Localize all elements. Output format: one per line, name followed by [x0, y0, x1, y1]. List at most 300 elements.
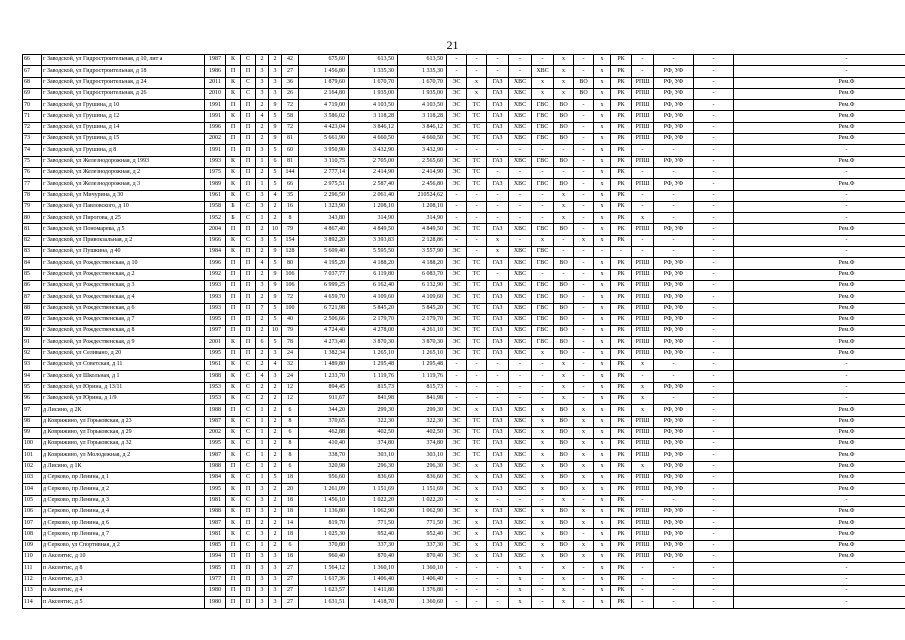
cell-row-number: 71 [23, 111, 42, 122]
cell-chute: х [594, 167, 611, 178]
cell-year-built: 1993 [205, 156, 226, 167]
cell-well: - [574, 585, 594, 596]
cell-chute: х [594, 371, 611, 382]
cell-cold-water: ХВС [509, 111, 532, 122]
cell-repair-shaft: РПШ [632, 427, 654, 438]
cell-chute: х [594, 416, 611, 427]
cell-living-area: 3 432,90 [349, 145, 398, 156]
cell-apartments: 18 [282, 529, 299, 540]
cell-living-area: 296,30 [349, 461, 398, 472]
cell-building-type: С [241, 77, 256, 88]
cell-wall-material: К [226, 156, 241, 167]
cell-year-built: 1987 [205, 518, 226, 529]
cell-wall-material: К [226, 190, 241, 201]
cell-row-number: 110 [23, 552, 42, 563]
cell-facade-repair: РФ, УФ [654, 529, 694, 540]
cell-sections: 1 [256, 405, 269, 416]
cell-total-area: 1 623,57 [299, 585, 349, 596]
cell-hot-water: - [532, 201, 554, 212]
cell-gas: ГАЗ [487, 506, 509, 517]
cell-roof: РК [611, 427, 632, 438]
cell-heating: - [467, 382, 487, 393]
cell-address: г Заводской, ул Мичурина, д 30 [42, 190, 205, 201]
cell-electricity: - [447, 145, 467, 156]
cell-address: д Серково, пр Ленина, д 6 [42, 518, 205, 529]
cell-row-number: 74 [23, 145, 42, 156]
cell-gas: ГАЗ [487, 292, 509, 303]
cell-row-number: 96 [23, 393, 42, 404]
cell-row-number: 82 [23, 235, 42, 246]
cell-floors: 3 [269, 88, 282, 99]
cell-floors: 3 [269, 348, 282, 359]
cell-row-number: 77 [23, 179, 42, 190]
cell-year-built: 1961 [205, 190, 226, 201]
cell-apartments: 26 [282, 88, 299, 99]
cell-well: х [574, 461, 594, 472]
cell-floors: 2 [269, 201, 282, 212]
cell-roof: РК [611, 382, 632, 393]
table-row [23, 201, 905, 212]
cell-sections: 1 [256, 213, 269, 224]
cell-building-type: С [241, 461, 256, 472]
cell-sections: 3 [256, 190, 269, 201]
cell-hot-water: х [532, 484, 554, 495]
cell-living-area: 3 393,83 [349, 235, 398, 246]
cell-repair-shaft: - [632, 597, 654, 608]
cell-apartments: 72 [282, 100, 299, 111]
cell-well: х [574, 450, 594, 461]
cell-living-area: 1 418,70 [349, 597, 398, 608]
cell-living-area: 299,30 [349, 405, 398, 416]
cell-roof: РК [611, 55, 632, 66]
cell-residential-area: 303,10 [398, 450, 447, 461]
cell-gas: - [487, 360, 509, 371]
cell-electricity: ЭС [447, 292, 467, 303]
cell-roof: РК [611, 597, 632, 608]
cell-cold-water: - [509, 213, 532, 224]
table-row [23, 348, 905, 359]
cell-floors: 5 [269, 314, 282, 325]
cell-electricity: ЭС [447, 461, 467, 472]
cell-facade-repair: РФ, УФ [654, 552, 694, 563]
cell-living-area: 337,30 [349, 540, 398, 551]
cell-living-area: 303,10 [349, 450, 398, 461]
cell-year-built: 1952 [205, 213, 226, 224]
cell-year-built: 1987 [205, 416, 226, 427]
cell-cold-water: - [509, 382, 532, 393]
cell-apartments: 16 [282, 201, 299, 212]
cell-hot-water: х [532, 540, 554, 551]
cell-apartments: 154 [282, 235, 299, 246]
cell-row-number: 98 [23, 416, 42, 427]
cell-building-type: С [241, 213, 256, 224]
cell-cold-water: ХВС [509, 427, 532, 438]
cell-residential-area: 870,40 [398, 552, 447, 563]
cell-well: - [574, 167, 594, 178]
cell-col-23: - [694, 427, 734, 438]
cell-row-number: 86 [23, 280, 42, 291]
cell-cold-water: - [509, 235, 532, 246]
cell-repair-shaft: РПШ [632, 518, 654, 529]
cell-apartments: 106 [282, 280, 299, 291]
cell-chute: х [594, 303, 611, 314]
table-row [23, 382, 905, 393]
cell-well: - [574, 280, 594, 291]
cell-facade-repair: РФ, УФ [654, 506, 694, 517]
cell-facade-repair: - [654, 360, 694, 371]
cell-hot-water: ГВС [532, 100, 554, 111]
cell-sections: 3 [256, 201, 269, 212]
cell-wall-material: Б [226, 213, 241, 224]
cell-col-23: - [694, 314, 734, 325]
cell-col-23: - [694, 122, 734, 133]
cell-heating: ТС [467, 258, 487, 269]
cell-building-type: С [241, 235, 256, 246]
cell-col-23: - [694, 77, 734, 88]
cell-notes: Рем.Ф [734, 269, 905, 280]
cell-gas: ГАЗ [487, 427, 509, 438]
cell-facade-repair: РФ, УФ [654, 450, 694, 461]
table-row [23, 337, 905, 348]
cell-residential-area: 3 118,28 [398, 111, 447, 122]
cell-gas: - [487, 167, 509, 178]
cell-repair-shaft: РПШ [632, 122, 654, 133]
cell-facade-repair: - [654, 585, 694, 596]
cell-sections: 2 [256, 382, 269, 393]
table-row [23, 258, 905, 269]
cell-col-23: - [694, 145, 734, 156]
cell-apartments: 6 [282, 405, 299, 416]
cell-electricity: ЭС [447, 258, 467, 269]
cell-hot-water: х [532, 450, 554, 461]
housing-register-table [22, 54, 905, 609]
cell-col-23: - [694, 450, 734, 461]
table-row [23, 450, 905, 461]
cell-heating: х [467, 552, 487, 563]
table-row [23, 145, 905, 156]
cell-electricity: ЭС [447, 247, 467, 258]
cell-gas: ГАЗ [487, 280, 509, 291]
cell-chute: х [594, 585, 611, 596]
cell-living-area: 374,80 [349, 439, 398, 450]
cell-residential-area: 2 456,80 [398, 179, 447, 190]
cell-gas: ГАЗ [487, 552, 509, 563]
cell-residential-area: 1 295,48 [398, 360, 447, 371]
cell-repair-shaft: РПШ [632, 348, 654, 359]
cell-living-area: 5 845,20 [349, 303, 398, 314]
cell-sewerage: ВО [554, 258, 574, 269]
cell-cold-water: - [509, 190, 532, 201]
cell-gas: - [487, 585, 509, 596]
cell-hot-water: ГВС [532, 247, 554, 258]
cell-address: д Лисино, д 2К [42, 405, 205, 416]
cell-well: ВО [574, 88, 594, 99]
cell-wall-material: К [226, 111, 241, 122]
cell-chute: х [594, 190, 611, 201]
cell-chute: х [594, 552, 611, 563]
cell-wall-material: П [226, 269, 241, 280]
cell-sections: 2 [256, 134, 269, 145]
cell-address: г Заводской, ул Пономарева, д 5 [42, 224, 205, 235]
table-row [23, 134, 905, 145]
cell-row-number: 78 [23, 190, 42, 201]
cell-wall-material: П [226, 303, 241, 314]
cell-electricity: - [447, 360, 467, 371]
cell-row-number: 109 [23, 540, 42, 551]
cell-apartments: 27 [282, 66, 299, 77]
cell-gas: - [487, 597, 509, 608]
cell-col-23: - [694, 280, 734, 291]
cell-wall-material: К [226, 360, 241, 371]
cell-chute: х [594, 393, 611, 404]
cell-roof: РК [611, 574, 632, 585]
cell-heating: х [467, 495, 487, 506]
cell-notes: - [734, 393, 905, 404]
cell-repair-shaft: РПШ [632, 258, 654, 269]
cell-living-area: 1 119,76 [349, 371, 398, 382]
cell-wall-material: П [226, 326, 241, 337]
cell-total-area: 1 617,36 [299, 574, 349, 585]
table-row [23, 100, 905, 111]
cell-heating: - [467, 585, 487, 596]
cell-hot-water: - [532, 597, 554, 608]
cell-well: х [574, 427, 594, 438]
cell-living-area: 1 411,80 [349, 585, 398, 596]
cell-sections: 3 [256, 77, 269, 88]
cell-electricity: ЭС [447, 439, 467, 450]
cell-well: х [574, 439, 594, 450]
cell-hot-water: - [532, 167, 554, 178]
cell-total-area: 4 659,70 [299, 292, 349, 303]
cell-notes: - [734, 495, 905, 506]
cell-floors: 5 [269, 111, 282, 122]
cell-floors: 9 [269, 122, 282, 133]
cell-sections: 2 [256, 518, 269, 529]
cell-year-built: 1961 [205, 360, 226, 371]
cell-chute: х [594, 156, 611, 167]
cell-apartments: 18 [282, 552, 299, 563]
cell-hot-water: - [532, 585, 554, 596]
cell-heating: ТС [467, 450, 487, 461]
cell-cold-water: х [509, 574, 532, 585]
cell-electricity: ЭС [447, 484, 467, 495]
cell-address: г Заводской, ул Грушина, д 14 [42, 122, 205, 133]
cell-building-type: П [241, 247, 256, 258]
cell-electricity: - [447, 574, 467, 585]
cell-total-area: 4 273,40 [299, 337, 349, 348]
cell-sewerage: ВО [554, 552, 574, 563]
cell-row-number: 103 [23, 472, 42, 483]
cell-roof: РК [611, 111, 632, 122]
cell-sections: 2 [256, 348, 269, 359]
cell-living-area: 6 162,40 [349, 280, 398, 291]
cell-sewerage: - [554, 145, 574, 156]
cell-year-built: 1953 [205, 382, 226, 393]
cell-well: - [574, 529, 594, 540]
cell-row-number: 108 [23, 529, 42, 540]
cell-floors: 5 [269, 235, 282, 246]
cell-total-area: 3 950,90 [299, 145, 349, 156]
cell-living-area: 3 118,28 [349, 111, 398, 122]
cell-floors: 9 [269, 100, 282, 111]
cell-roof: РК [611, 66, 632, 77]
cell-electricity: ЭС [447, 134, 467, 145]
cell-hot-water: ГВС [532, 280, 554, 291]
cell-hot-water: ГВС [532, 303, 554, 314]
cell-well: - [574, 258, 594, 269]
cell-well: х [574, 506, 594, 517]
cell-roof: РК [611, 337, 632, 348]
cell-repair-shaft: - [632, 201, 654, 212]
cell-sewerage: ВО [554, 224, 574, 235]
cell-repair-shaft: - [632, 235, 654, 246]
cell-living-area: 1 406,40 [349, 574, 398, 585]
cell-total-area: 2 296,50 [299, 190, 349, 201]
cell-chute: х [594, 292, 611, 303]
cell-cold-water: ХВС [509, 484, 532, 495]
cell-sections: 2 [256, 360, 269, 371]
cell-col-23: - [694, 213, 734, 224]
cell-hot-water: ГВС [532, 179, 554, 190]
cell-hot-water: ГВС [532, 156, 554, 167]
table-row [23, 393, 905, 404]
cell-cold-water: ХВС [509, 88, 532, 99]
cell-chute: х [594, 122, 611, 133]
cell-col-23: - [694, 405, 734, 416]
cell-address: д Серково, ул Спортивная, д 2 [42, 540, 205, 551]
cell-notes: Рем.Ф [734, 540, 905, 551]
cell-hot-water: х [532, 472, 554, 483]
cell-hot-water: х [532, 348, 554, 359]
cell-cold-water: ХВС [509, 100, 532, 111]
cell-roof: РК [611, 269, 632, 280]
cell-roof: РК [611, 145, 632, 156]
cell-residential-area: 613,50 [398, 55, 447, 66]
cell-wall-material: П [226, 100, 241, 111]
cell-notes: Рем.Ф [734, 348, 905, 359]
cell-facade-repair: РФ, УФ [654, 405, 694, 416]
cell-floors: 2 [269, 393, 282, 404]
cell-heating: - [467, 393, 487, 404]
cell-residential-area: 3 846,12 [398, 122, 447, 133]
cell-cold-water: ХВС [509, 258, 532, 269]
cell-electricity: - [447, 585, 467, 596]
cell-living-area: 613,50 [349, 55, 398, 66]
cell-notes: - [734, 235, 905, 246]
cell-electricity: ЭС [447, 518, 467, 529]
cell-total-area: 370,80 [299, 540, 349, 551]
cell-notes: - [734, 55, 905, 66]
cell-wall-material: К [226, 77, 241, 88]
cell-heating: ТС [467, 326, 487, 337]
cell-total-area: 1 025,30 [299, 529, 349, 540]
cell-sewerage: ВО [554, 280, 574, 291]
cell-total-area: 1 879,60 [299, 77, 349, 88]
cell-roof: РК [611, 77, 632, 88]
cell-gas: - [487, 190, 509, 201]
table-row [23, 461, 905, 472]
cell-cold-water: ХВС [509, 540, 532, 551]
cell-sections: 1 [256, 450, 269, 461]
cell-heating: х [467, 529, 487, 540]
cell-apartments: 12 [282, 393, 299, 404]
cell-repair-shaft: х [632, 360, 654, 371]
cell-sewerage: ВО [554, 461, 574, 472]
cell-apartments: 100 [282, 303, 299, 314]
cell-gas: ГАЗ [487, 472, 509, 483]
cell-sewerage: - [554, 269, 574, 280]
cell-row-number: 73 [23, 134, 42, 145]
cell-well: - [574, 179, 594, 190]
cell-hot-water: ГВС [532, 122, 554, 133]
cell-facade-repair: РФ, УФ [654, 427, 694, 438]
cell-sewerage: ВО [554, 450, 574, 461]
cell-repair-shaft: - [632, 247, 654, 258]
cell-sections: 3 [256, 484, 269, 495]
cell-col-23: - [694, 201, 734, 212]
cell-address: п Аксентис, д 8 [42, 563, 205, 574]
cell-repair-shaft: РПШ [632, 179, 654, 190]
cell-address: г Заводской, ул Рождественская, д 8 [42, 326, 205, 337]
cell-notes: Рем.Ф [734, 303, 905, 314]
cell-wall-material: К [226, 506, 241, 517]
cell-building-type: П [241, 574, 256, 585]
cell-sections: 4 [256, 111, 269, 122]
cell-building-type: П [241, 224, 256, 235]
cell-apartments: 81 [282, 156, 299, 167]
cell-year-built: 1991 [205, 111, 226, 122]
cell-sewerage: ВО [554, 292, 574, 303]
cell-gas: ГАЗ [487, 450, 509, 461]
cell-apartments: 18 [282, 495, 299, 506]
cell-facade-repair: РФ, УФ [654, 314, 694, 325]
cell-living-area: 4 660,50 [349, 134, 398, 145]
table-row [23, 167, 905, 178]
cell-building-type: П [241, 122, 256, 133]
cell-facade-repair: - [654, 213, 694, 224]
cell-roof: РК [611, 416, 632, 427]
cell-living-area: 3 846,12 [349, 122, 398, 133]
cell-repair-shaft: РПШ [632, 484, 654, 495]
cell-roof: РК [611, 540, 632, 551]
cell-apartments: 24 [282, 348, 299, 359]
cell-col-23: - [694, 326, 734, 337]
cell-floors: 9 [269, 269, 282, 280]
cell-year-built: 1987 [205, 450, 226, 461]
cell-apartments: 27 [282, 574, 299, 585]
cell-repair-shaft: РПШ [632, 326, 654, 337]
cell-residential-area: 2 179,70 [398, 314, 447, 325]
cell-row-number: 104 [23, 484, 42, 495]
cell-gas: - [487, 55, 509, 66]
cell-floors: 9 [269, 247, 282, 258]
cell-year-built: 1966 [205, 235, 226, 246]
table-row [23, 55, 905, 66]
cell-address: г Заводской, ул Железнодорожная, д 3 [42, 179, 205, 190]
cell-repair-shaft: РПШ [632, 450, 654, 461]
cell-row-number: 102 [23, 461, 42, 472]
cell-chute: х [594, 472, 611, 483]
cell-hot-water: х [532, 427, 554, 438]
cell-residential-area: 771,50 [398, 518, 447, 529]
cell-year-built: 1958 [205, 201, 226, 212]
cell-address: г Заводской, ул Гидростроительная, д 18 [42, 66, 205, 77]
cell-sewerage: - [554, 235, 574, 246]
cell-roof: РК [611, 292, 632, 303]
cell-apartments: 36 [282, 77, 299, 88]
cell-year-built: 1981 [205, 495, 226, 506]
cell-floors: 9 [269, 292, 282, 303]
